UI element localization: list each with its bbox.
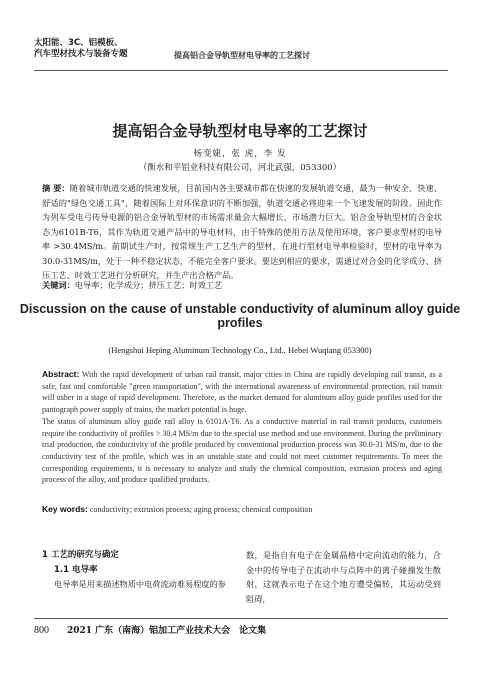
header-paper-title: 提高铝合金导轨型材电导率的工艺探讨 — [174, 51, 310, 60]
abstract-cn-text: 随着城市轨道交通的快速发展，目前国内各主要城市都在快速的发展轨道交通，最为一种安全、快速、舒适的"绿色交通工具"，随着国际上对环保意识的不断加强，轨道交通必将迎来一个飞速发展的阶段。因此作为列车受电弓传导电源的铝合金导轨型材的市场需求量会大幅增长，市场潜力巨大。铝合金导轨型材的合金状态为6101B-T6，其作为轨道交通产品中的导电材料，由于特殊的使用方法及使用环境，客户要求型材的电导率 >30.4MS/m。前期试生产时，按常规生产工艺生产的型材，在进行型材电导率检验时，型材的电导率为 30.0-31MS/m，处于一种不稳定状态，不能完全客户要求。要达到相应的要求，需通过对合金的化学成分、挤压工艺、时效工艺进行分析研究，并生产出合格产品。 — [42, 183, 442, 280]
abstract-en-label: Abstract: — [42, 369, 80, 379]
section-heading: 1 工艺的研究与确定 — [42, 550, 119, 560]
page-number: 800 — [34, 625, 49, 636]
keywords-en — [42, 504, 442, 514]
subsection-heading: 1.1 电导率 — [54, 564, 98, 575]
header-topic-line1: 太阳能、3C、铝模板、 — [34, 38, 123, 48]
keywords-en-label: Key words: — [42, 504, 88, 514]
body-paragraph-left: 电导率是用来描述物质中电荷流动难易程度的参 — [54, 579, 226, 589]
header-topic — [34, 38, 128, 60]
running-header — [34, 38, 448, 68]
body-column-right — [246, 548, 441, 606]
paper-title-cn: 提高铝合金导轨型材电导率的工艺探讨 — [112, 122, 368, 140]
affiliation-en: (Hengshui Heping Aluminum Technology Co., Ltd., Hebei Wuqiang 053300) — [108, 345, 372, 355]
footer-text: 2021 广东（南海）铝加工产业技术大会 论文集 — [67, 626, 267, 636]
abstract-en-para1 — [42, 369, 442, 416]
abstract-en-para2: The status of aluminum alloy guide rail alloy is 6101A-T6. As a conductive material in rail transit products, customers require the conductivity of profiles > 30.4 MS/m due to the special use method and use environment. During the preliminary trial production, the conductivity of the profile produced by conventional production process was 30.0-31 MS/m, due to the conductivity test of the profile, which was in an unstable state and could not meet customer requirements. To meet the corresponding requirements, it is necessary to analyze and study the chemical composition, extrusion process and aging process of the alloy, and produce qualified products. — [42, 416, 442, 485]
footer-divider — [34, 618, 448, 619]
body-column-left — [42, 548, 237, 592]
authors-cn: 杨变婕，张 虎，李 发 — [193, 149, 287, 159]
keywords-cn-text: 电导率；化学成分；挤压工艺；时效工艺 — [74, 280, 223, 290]
abstract-en — [42, 369, 442, 486]
abstract-en-text: With the rapid development of urban rail transit, major cities in China are rapidly developing rail transit, as a safe, fast and comfortable "green transportation", with the international awareness of environmental protection, rail transit will usher in a stage of rapid development. Therefore, as the market demand for aluminum alloy guide profiles used for the pantograph power supply of trains, the market potential is huge. — [42, 370, 442, 415]
page-footer — [34, 623, 266, 636]
body-paragraph-right: 数，是指自有电子在金属晶格中定向流动的能力，合金中的传导电子在流动中与点阵中的离子碰撞发生散射，这就表示电子在这个地方遭受偏转，其运动受到阻碍， — [246, 550, 441, 604]
header-divider — [34, 70, 448, 71]
keywords-cn — [42, 280, 442, 291]
header-topic-line2: 汽车型材技术与装备专题 — [34, 49, 128, 59]
keywords-en-text: conductivity; extrusion process; aging process; chemical composition — [89, 505, 313, 514]
paper-title-en: Discussion on the cause of unstable conductivity of aluminum alloy guide profiles — [19, 302, 461, 330]
affiliation-cn: （衡水和平铝业科技有限公司，河北武强，053300） — [138, 163, 342, 173]
abstract-cn — [42, 181, 442, 283]
abstract-cn-label: 摘 要： — [42, 183, 70, 193]
keywords-cn-label: 关键词： — [42, 280, 75, 290]
